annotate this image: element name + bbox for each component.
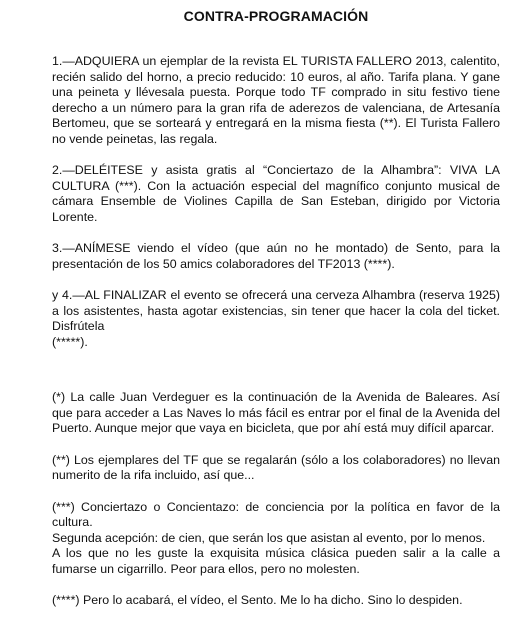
program-list — [52, 54, 500, 609]
footnote-3-line-3: A los que no les guste la exquisita música clásica pueden salir a la calle a fumarse un cigarrillo. Peor para ellos, pero no molesten. — [52, 546, 500, 576]
program-item-4-tail: (*****). — [52, 334, 88, 349]
program-item-4-text: y 4.—AL FINALIZAR el evento se ofrecerá una cerveza Alhambra (reserva 1925) a los asistentes, hasta agotar existencias, sin tener que hacer la cola del ticket. Disfrútela — [52, 288, 500, 333]
footnote-4 — [52, 593, 500, 609]
footnote-2 — [52, 453, 500, 484]
program-item-3-text: 3.—ANÍMESE viendo el vídeo (que aún no he montado) de Sento, para la presentación de los 50 amics colaboradores del TF2013 (****). — [52, 241, 500, 271]
program-item-1 — [52, 54, 500, 147]
footnote-1 — [52, 390, 500, 437]
page-title: CONTRA-PROGRAMACIÓN — [183, 8, 369, 24]
footnote-1-text: (*) La calle Juan Verdeguer es la continuación de la Avenida de Baleares. Así que para acceder a Las Naves lo más fácil es entrar por el final de la Avenida del Puerto. Aunque mejor que vaya en bicicleta, que por ahí está muy difícil aparcar. — [52, 390, 500, 435]
program-item-3 — [52, 241, 500, 272]
program-item-2 — [52, 163, 500, 225]
program-item-1-text: 1.—ADQUIERA un ejemplar de la revista EL TURISTA FALLERO 2013, calentito, recién salido del horno, a precio reducido: 10 euros, al año. Tarifa plana. Y gane una peineta y llévesala puesta. Porque todo TF comprado in situ festivo tiene derecho a un número para la gran rifa de aderezos de valenciana, de Artesanía Bertomeu, que se sorteará y entregará en la misma fiesta (**). El Turista Fallero no vende peinetas, las regala. — [52, 54, 500, 146]
program-item-2-text: 2.—DELÉITESE y asista gratis al “Conciertazo de la Alhambra”: VIVA LA CULTURA (***). Con la actuación especial del magnífico conjunto musical de cámara Ensemble de Violines Capilla de San Esteban, dirigido por Victoria Lorente. — [52, 163, 500, 224]
footnote-3-line-2: Segunda acepción: de cien, que serán los que asistan al evento, por lo menos. — [52, 530, 486, 545]
footnotes — [52, 390, 500, 609]
footnote-2-text: (**) Los ejemplares del TF que se regalarán (sólo a los colaboradores) no llevan numerito de la rifa incluido, así que... — [52, 452, 500, 482]
footnote-3 — [52, 500, 500, 578]
program-item-4 — [52, 288, 500, 350]
footnote-3-line-1: (***) Conciertazo o Concientazo: de conciencia por la política en favor de la cultura. — [52, 499, 500, 529]
section-gap — [52, 366, 500, 390]
footnote-4-text: (****) Pero lo acabará, el vídeo, el Sento. Me lo ha dicho. Sino lo despiden. — [52, 593, 463, 607]
